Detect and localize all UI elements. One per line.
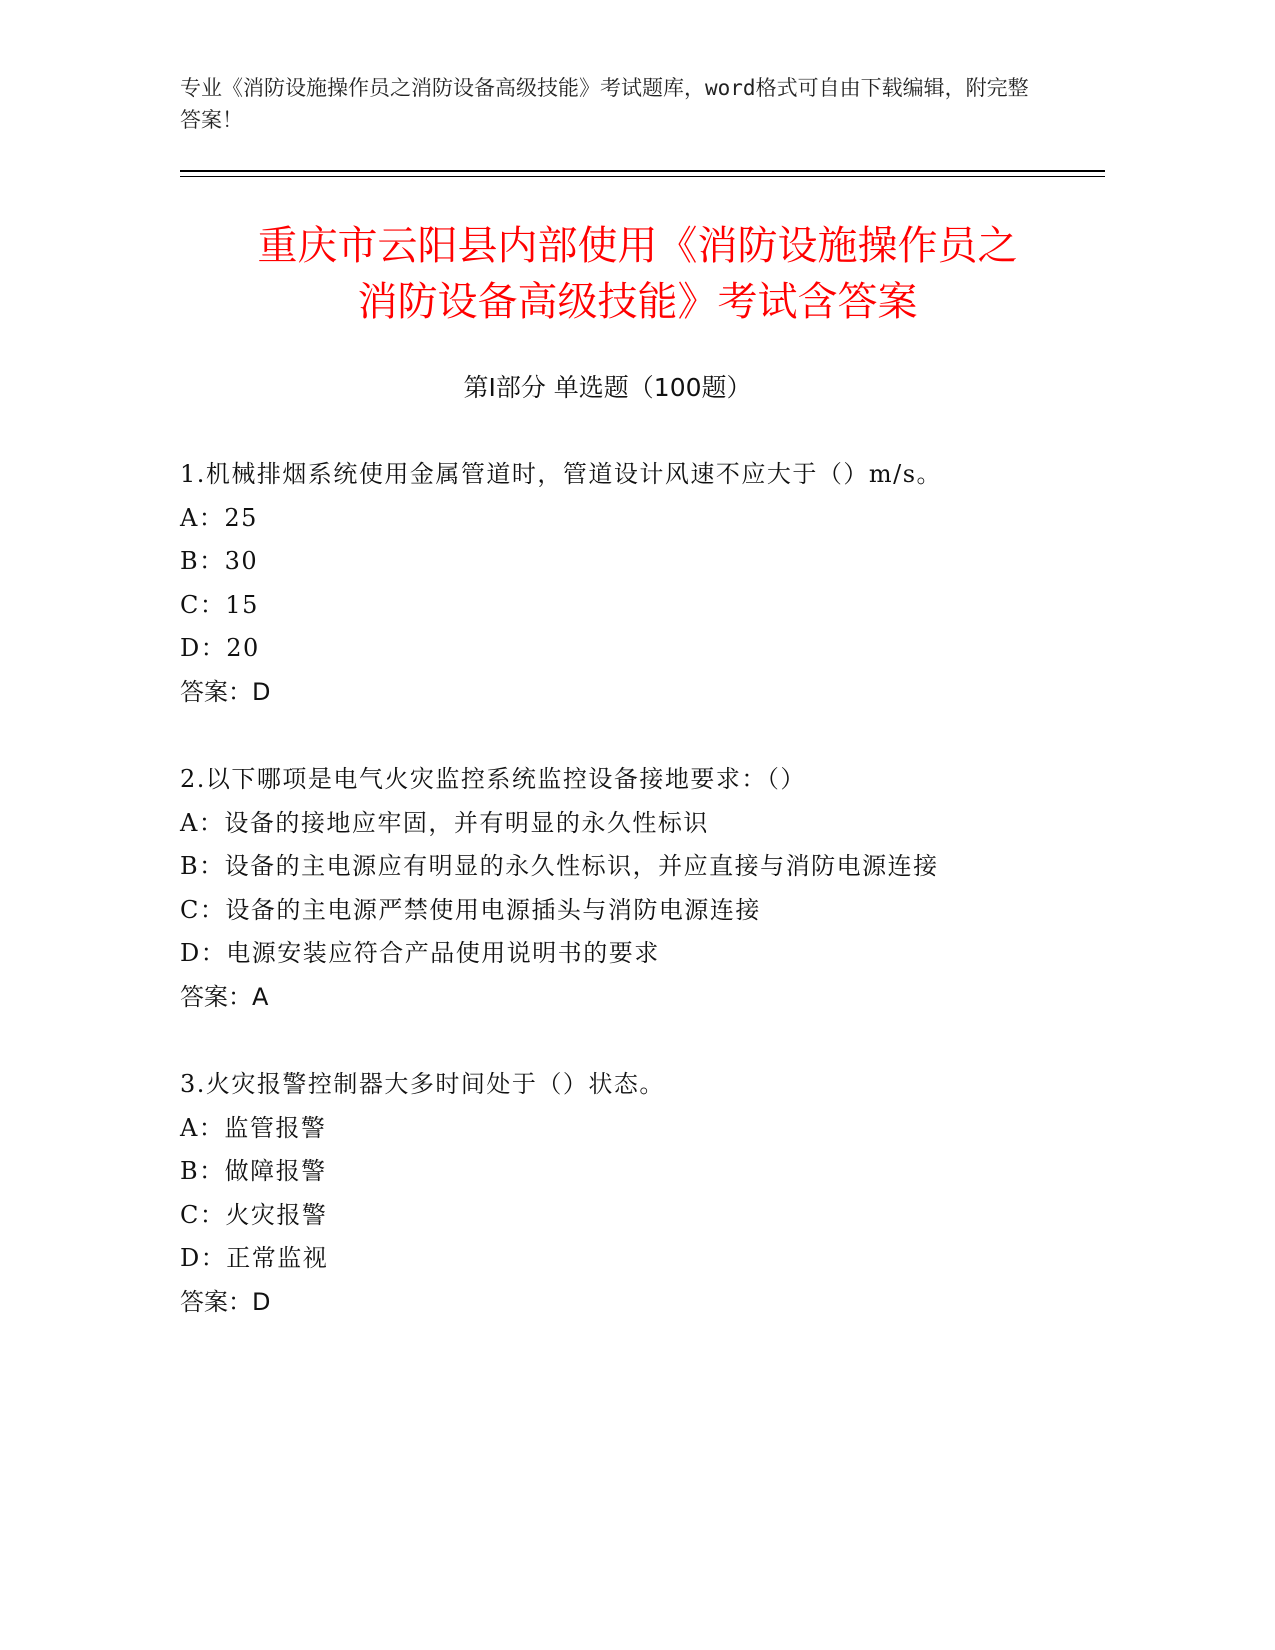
answer: 答案：D <box>180 677 271 706</box>
header-note: 专业《消防设施操作员之消防设备高级技能》考试题库，word格式可自由下载编辑，附完整答案！ <box>180 76 1029 132</box>
option-d: D：20 <box>180 634 260 662</box>
question-text: 3.火灾报警控制器大多时间处于（）状态。 <box>180 1070 665 1098</box>
question-3 <box>180 1063 1120 1324</box>
document-title <box>150 218 1125 330</box>
option-c: C：15 <box>180 590 259 619</box>
question-list <box>180 453 1120 1368</box>
document-title-line-1: 重庆市云阳县内部使用《消防设施操作员之 <box>257 223 1018 269</box>
question-1 <box>180 453 1120 714</box>
option-a: A：25 <box>180 503 258 532</box>
section-heading: 第Ⅰ部分 单选题（100题） <box>463 373 752 402</box>
option-c: C：设备的主电源严禁使用电源插头与消防电源连接 <box>180 895 761 924</box>
answer: 答案：A <box>180 982 269 1011</box>
option-d: D：正常监视 <box>180 1244 329 1272</box>
option-a: A：设备的接地应牢固，并有明显的永久性标识 <box>180 808 709 837</box>
document-title-line-2: 消防设备高级技能》考试含答案 <box>357 279 918 325</box>
question-text: 2.以下哪项是电气火灾监控系统监控设备接地要求：（） <box>180 765 806 793</box>
option-a: A：监管报警 <box>180 1113 327 1142</box>
option-d: D：电源安装应符合产品使用说明书的要求 <box>180 939 660 967</box>
question-text: 1.机械排烟系统使用金属管道时，管道设计风速不应大于（）m/s。 <box>180 460 943 488</box>
header-rule-thin <box>180 176 1105 177</box>
option-b: B：设备的主电源应有明显的永久性标识，并应直接与消防电源连接 <box>180 852 939 880</box>
option-b: B：30 <box>180 547 259 575</box>
question-2 <box>180 758 1120 1019</box>
header-rule-thick <box>180 170 1105 172</box>
option-c: C：火灾报警 <box>180 1200 328 1229</box>
answer: 答案：D <box>180 1287 271 1316</box>
option-b: B：做障报警 <box>180 1157 327 1185</box>
